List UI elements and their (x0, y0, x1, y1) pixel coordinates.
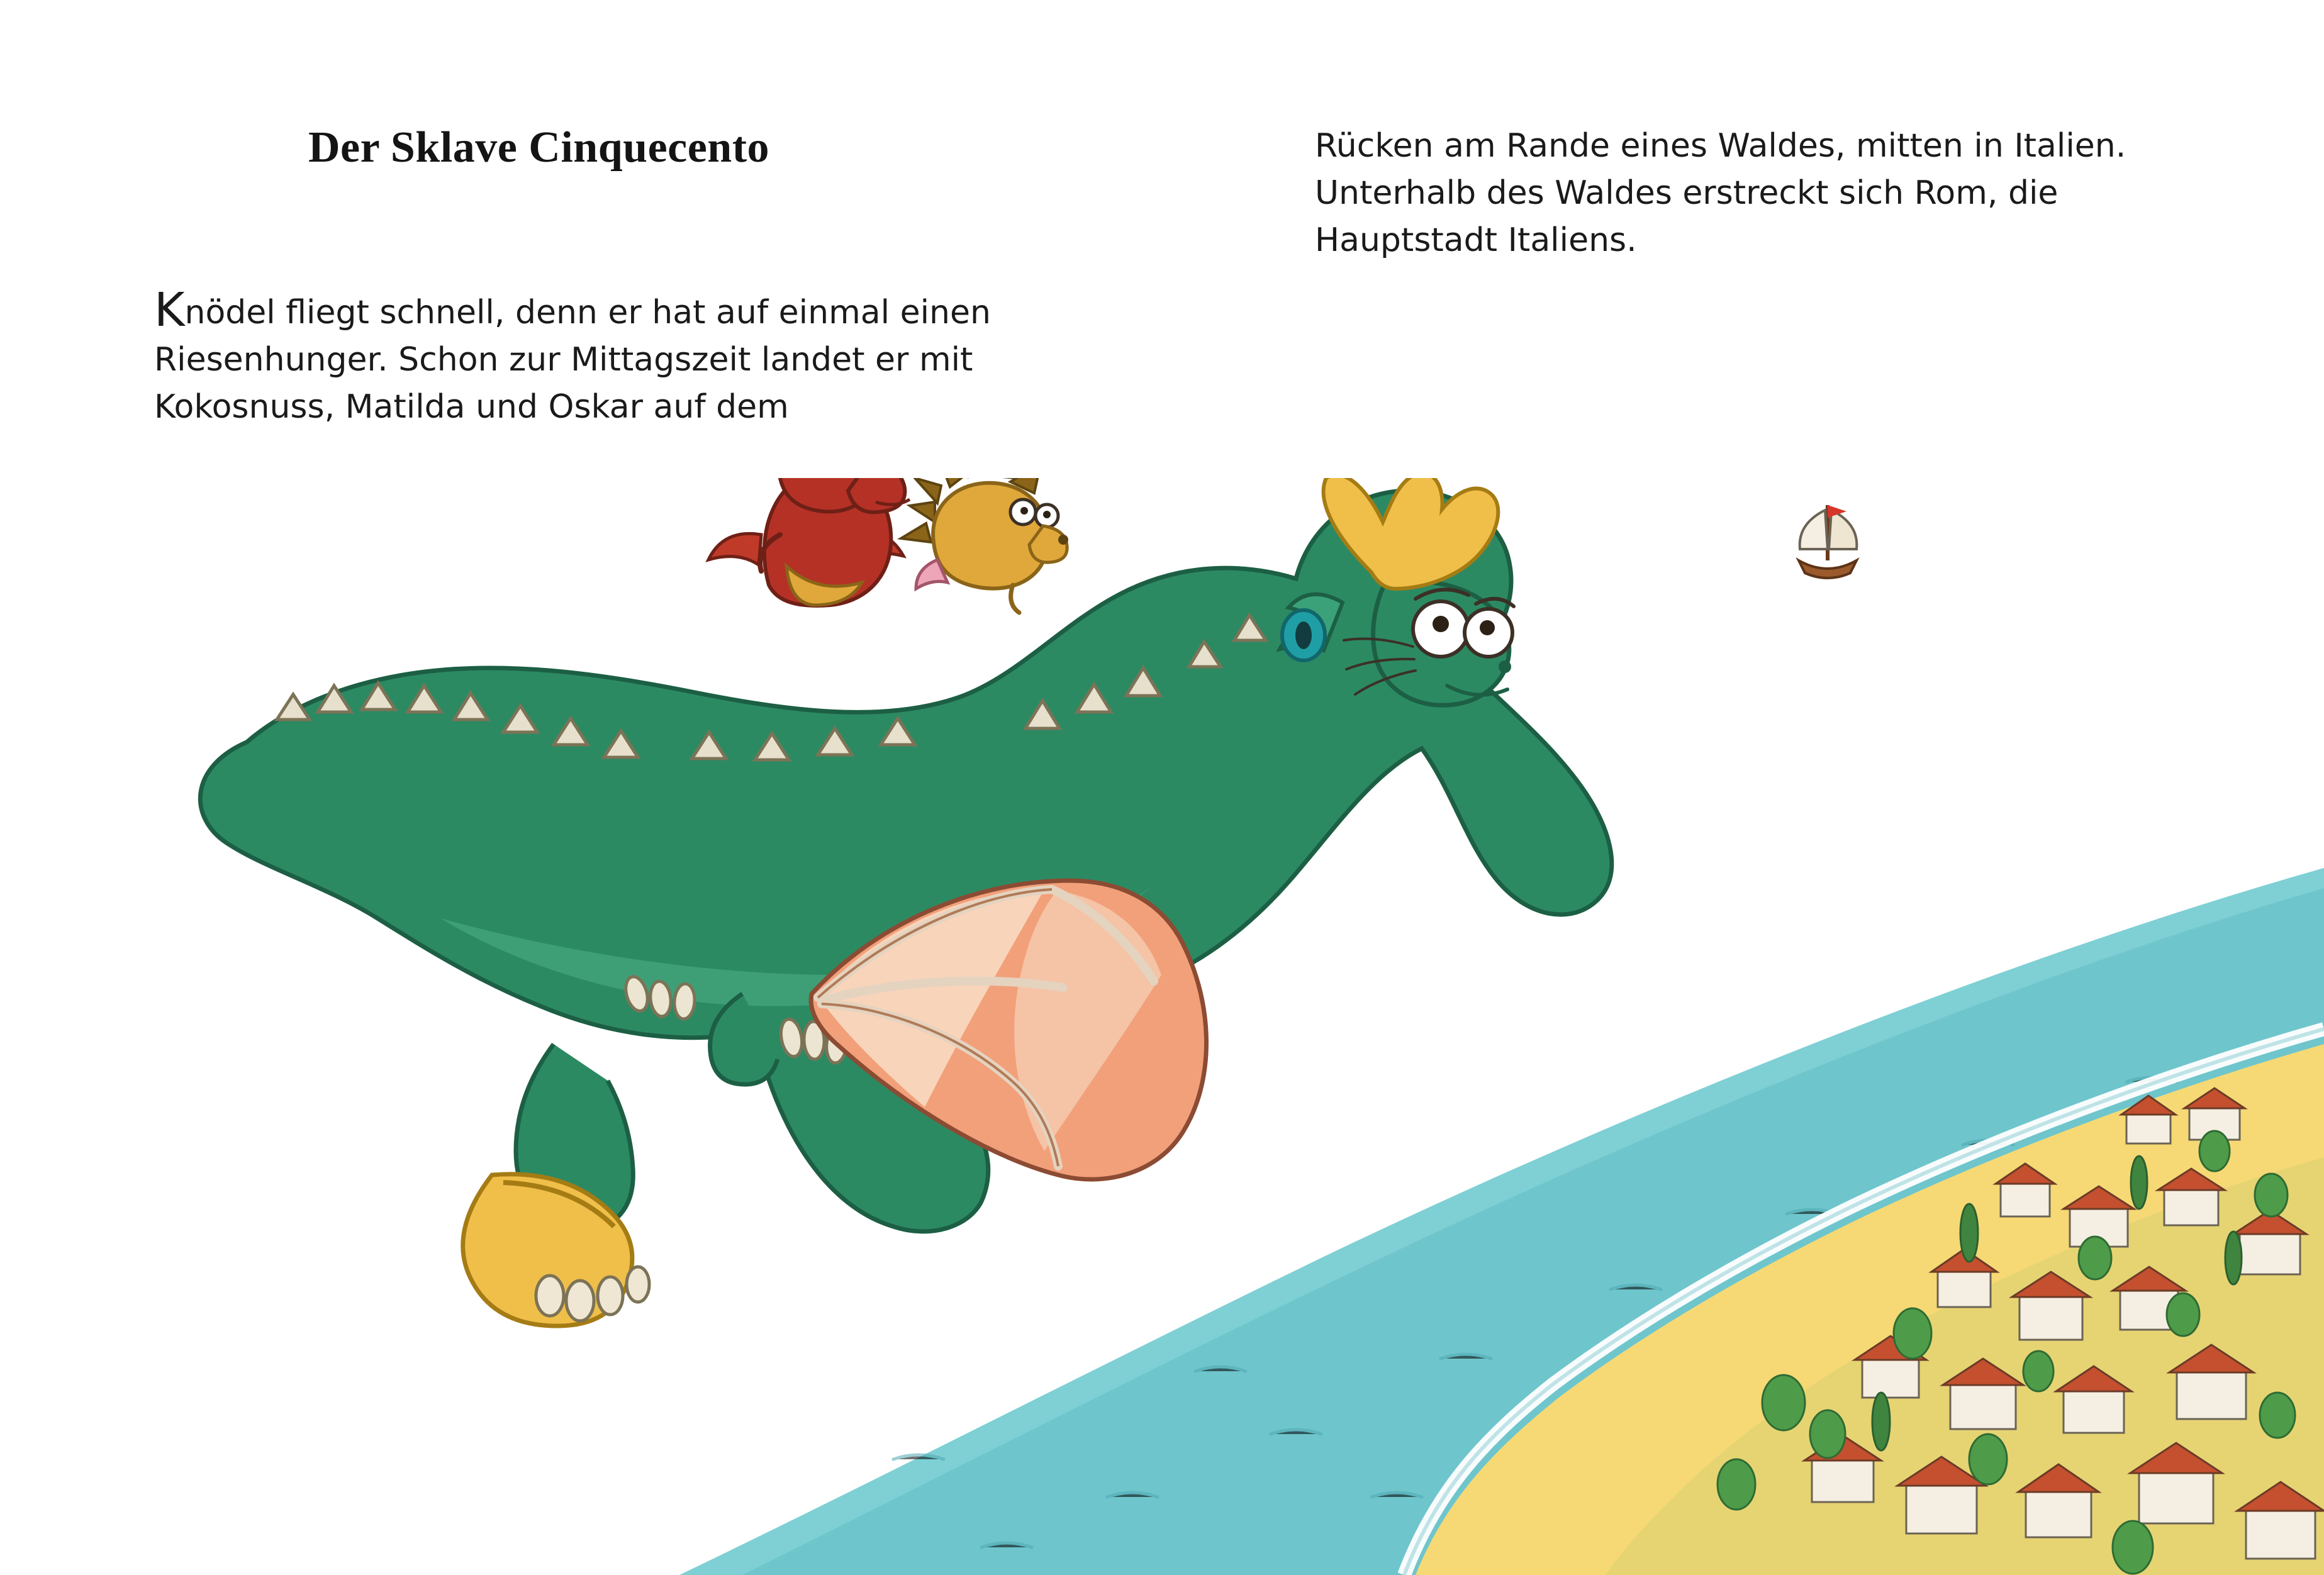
paragraph-left-body: nödel fliegt schnell, denn er hat auf einmal einen Riesenhunger. Schon zur Mittagszeit landet er mit Kokosnuss, Matilda und Oskar auf dem (154, 294, 991, 426)
text-column-right (1315, 123, 2208, 264)
illustration (0, 478, 2324, 1575)
page-title: Der Sklave Cinquecento (308, 123, 770, 172)
drop-cap: K (154, 283, 185, 337)
sailing-ship (1799, 505, 1857, 578)
paragraph-right: Rücken am Rande eines Waldes, mitten in Italien. Unterhalb des Waldes erstreckt sich Rom, die Hauptstadt Italiens. (1315, 127, 2126, 259)
paragraph-left (154, 283, 1110, 431)
text-column-left (154, 283, 1110, 431)
matilda-porcupine (901, 478, 1068, 613)
knoedel-dragon (200, 478, 1611, 1326)
kokosnuss-dragon (708, 478, 910, 606)
